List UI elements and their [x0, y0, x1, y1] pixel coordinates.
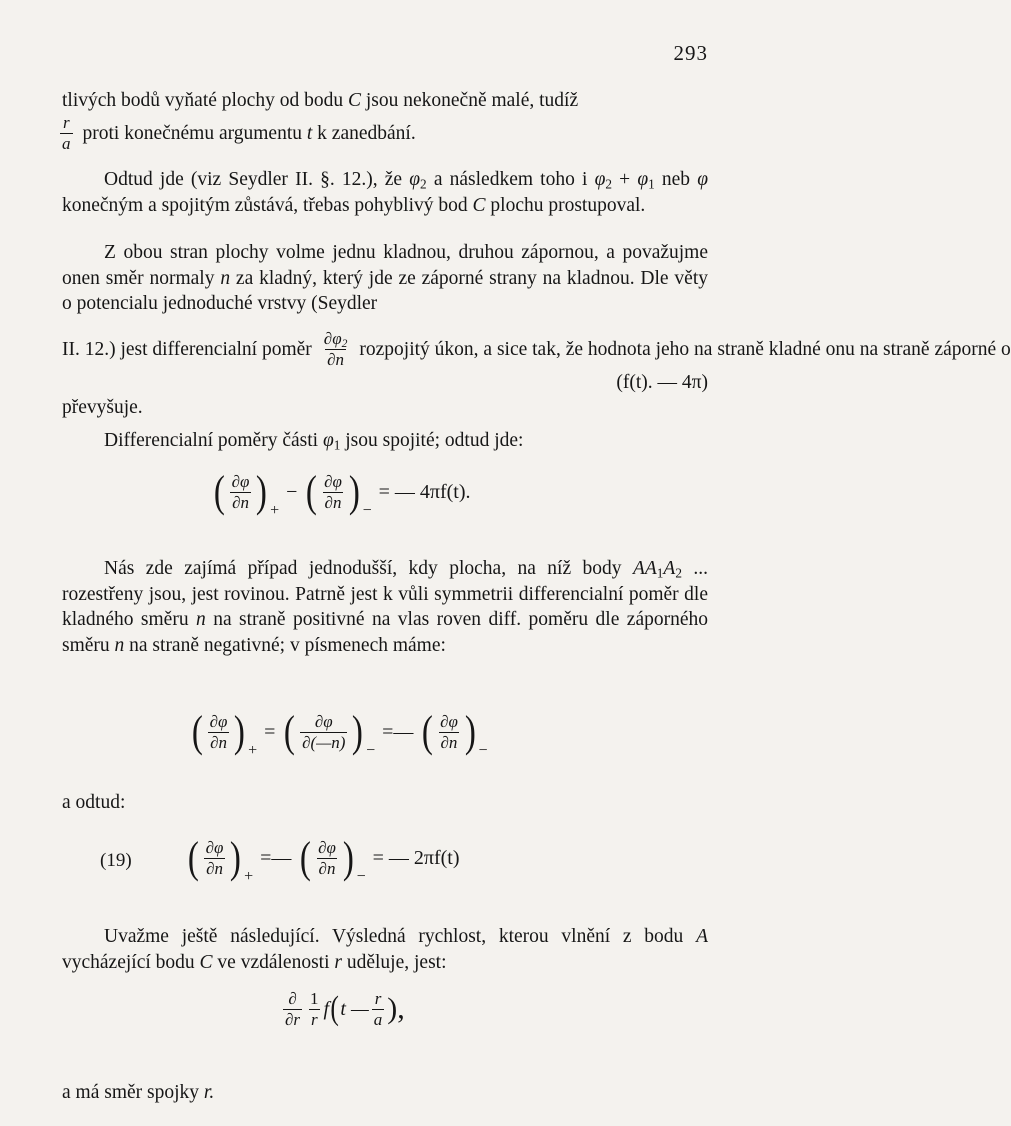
- paragraph-3: Differencialní poměry části $\varphi_1$ jsou spojité; odtud jde:: [104, 430, 524, 453]
- and-then: a odtud:: [62, 792, 126, 813]
- paragraph-4: Nás zde zajímá případ jednodušší, kdy plocha, na níž body $AA_1A_2$ ... rozestřeny jsou, jest rovinou. Patrně jest k vůli symmetrii differencialní poměr dle kladného směru n na straně positivné na vlas roven diff. poměru dle záporného směru n na straně negativné; v písmenech máme:: [62, 558, 709, 656]
- fraction-dphi2-dn: $\frac{\partial\varphi_2}{\partial n}$: [323, 329, 348, 369]
- last-line: a má směr spojky r.: [62, 1082, 215, 1103]
- paragraph-5: Uvažme ještě následující. Výsledná rychlost, kterou vlnění z bodu A vycházející bodu C ve vzdálenosti r uděluje, jest:: [62, 926, 708, 973]
- equation-2: ( $\frac{\partial\varphi}{\partial n}$ ) + = ( $\frac{\partial\varphi}{\partial(—n)}$ ) − =— ( $\frac{\partial\varphi}{\partial n}$ ) −: [191, 707, 488, 759]
- page-number: 293: [673, 41, 708, 65]
- equation-4: $\frac{\partial}{\partial r}$ $\frac{1}{r}$ f ( t — $\frac{r}{a}$ ),: [285, 989, 405, 1029]
- paragraph-2-tail: (f(t). — 4π) převyšuje.: [62, 372, 708, 418]
- equation-1: ( $\frac{\partial\varphi}{\partial n}$ ) + − ( $\frac{\partial\varphi}{\partial n}$ ) − = — 4πf(t).: [213, 467, 471, 519]
- text: tlivých bodů vyňaté plochy od bodu: [62, 90, 344, 111]
- paragraph-1: Odtud jde (viz Seydler II. §. 12.), že $\varphi_2$ a následkem toho i $\varphi_2 + \varphi_1$ neb φ konečným a spojitým zůstává, třebas pohyblivý bod C plochu prostupoval.: [62, 169, 709, 216]
- paragraph-2: Z obou stran plochy volme jednu kladnou, druhou zápornou, a považujme onen směr normaly n za kladný, který jde ze záporné strany na kladnou. Dle věty o potencialu jednoduché vrstvy (Seydler: [62, 242, 708, 314]
- equation-label-19: (19): [100, 850, 132, 871]
- fraction-r-over-a: $\frac{r}{a}$: [62, 113, 71, 153]
- paragraph-2-fraction-line: II. 12.) jest differencialní poměr $\frac{\partial\varphi_2}{\partial n}$ rozpojitý úkon, a sice tak, že hodnota jeho na straně kladné onu na straně záporné o: [62, 329, 1011, 369]
- intro-line-2: $\frac{r}{a}$ proti konečnému argumentu t k zanedbání.: [62, 113, 416, 153]
- equation-3: ( $\frac{\partial\varphi}{\partial n}$ ) + =— ( $\frac{\partial\varphi}{\partial n}$ ) − = — 2πf(t): [187, 833, 460, 885]
- intro-line-1: tlivých bodů vyňaté plochy od bodu C jsou nekonečně malé, tudíž: [62, 90, 579, 111]
